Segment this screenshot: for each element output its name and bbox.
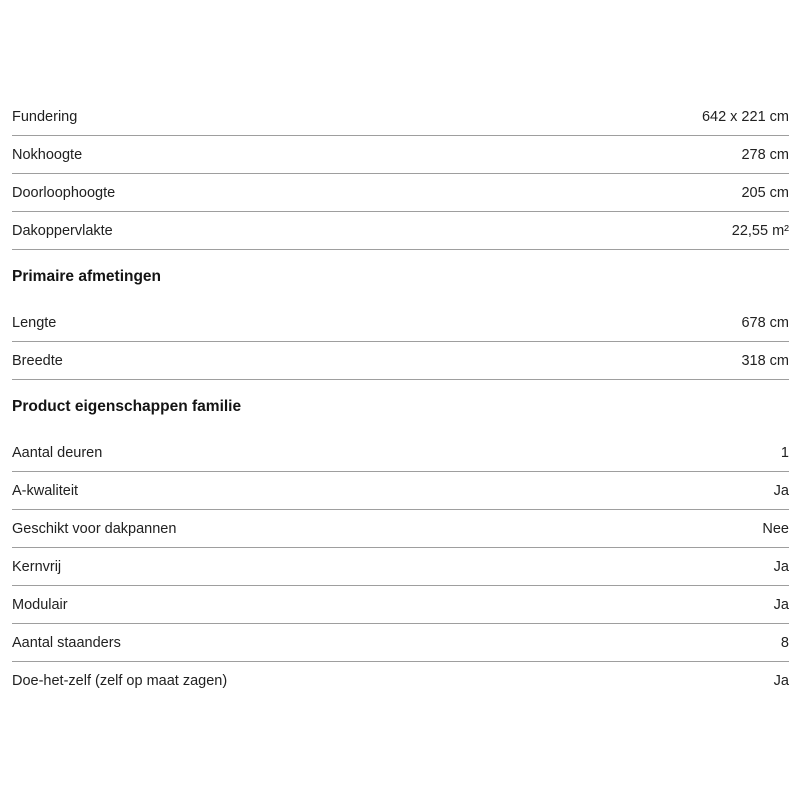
spec-label: Dakoppervlakte [12,222,113,239]
spec-section [12,250,789,380]
spec-section [12,98,789,250]
spec-label: Modulair [12,596,68,613]
spec-value: Nee [762,520,789,537]
spec-label: Geschikt voor dakpannen [12,520,177,537]
spec-row [12,136,789,174]
section-header: Primaire afmetingen [12,268,162,285]
spec-value: 318 cm [741,352,789,369]
spec-value: 678 cm [741,314,789,331]
spec-row [12,434,789,472]
spec-row [12,472,789,510]
spec-row [12,342,789,380]
spec-row [12,586,789,624]
spec-label: A-kwaliteit [12,482,79,499]
section-header: Product eigenschappen familie [12,398,242,415]
spec-label: Nokhoogte [12,146,83,163]
spec-row [12,174,789,212]
spec-value: 278 cm [741,146,789,163]
spec-value: 205 cm [741,184,789,201]
spec-label: Doorloophoogte [12,184,116,201]
spec-label: Breedte [12,352,63,369]
spec-value: Ja [773,558,789,575]
spec-value: 22,55 m² [731,222,789,239]
spec-row [12,304,789,342]
spec-label: Aantal staanders [12,634,121,651]
spec-label: Fundering [12,108,78,125]
spec-label: Aantal deuren [12,444,103,461]
spec-row [12,548,789,586]
spec-value: 642 x 221 cm [701,108,789,125]
spec-label: Lengte [12,314,57,331]
spec-row [12,624,789,662]
spec-value: 8 [780,634,789,651]
spec-row [12,662,789,700]
spec-section [12,380,789,700]
spec-value: Ja [773,596,789,613]
spec-row [12,510,789,548]
spec-row [12,212,789,250]
spec-label: Kernvrij [12,558,62,575]
product-spec-table [12,98,789,700]
spec-value: 1 [780,444,789,461]
spec-value: Ja [773,482,789,499]
spec-label: Doe-het-zelf (zelf op maat zagen) [12,673,228,689]
spec-value: Ja [773,673,789,689]
spec-row [12,98,789,136]
